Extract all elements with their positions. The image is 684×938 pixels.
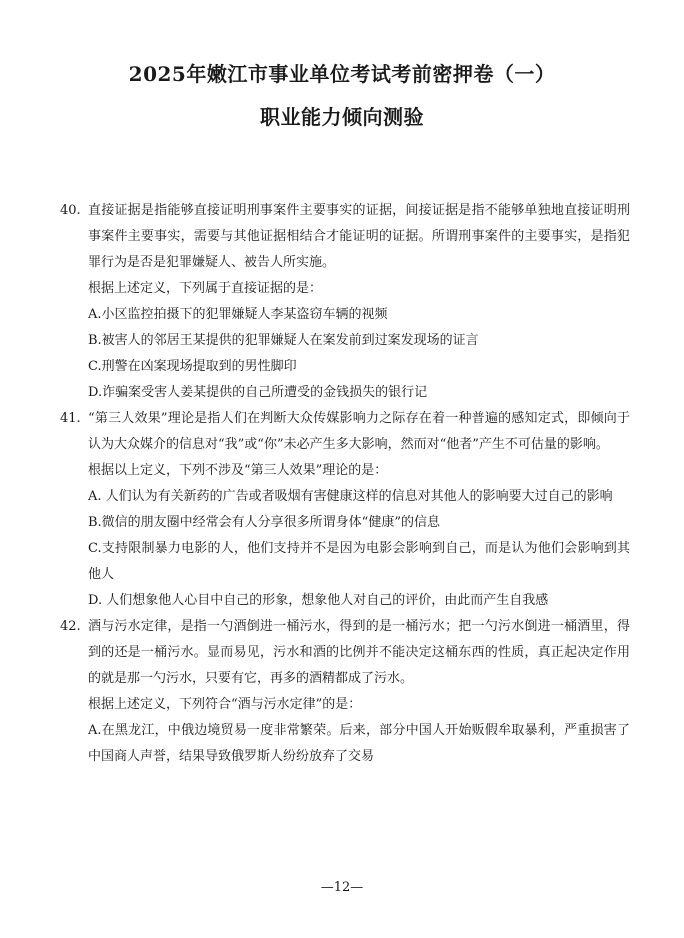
option-c	[60, 536, 630, 588]
page-title: 2025年嫩江市事业单位考试考前密押卷（一）	[128, 62, 556, 86]
option-b	[60, 328, 630, 354]
option-a	[60, 484, 630, 510]
option-d	[60, 380, 630, 406]
question-stem	[60, 406, 630, 458]
option-d	[60, 588, 630, 614]
question-41	[60, 406, 630, 614]
page-number: —12—	[320, 880, 364, 895]
option-text: A.小区监控拍摄下的犯罪嫌疑人李某盗窃车辆的视频	[88, 307, 388, 322]
question-prompt: 根据上述定义，下列属于直接证据的是：	[88, 281, 323, 296]
option-a	[60, 302, 630, 328]
option-text: D. 人们想象他人心目中自己的形象，想象他人对自己的评价，由此而产生自我感	[88, 593, 549, 608]
page-subtitle: 职业能力倾向测验	[260, 105, 424, 129]
option-a	[60, 718, 630, 770]
question-number: 42.	[60, 619, 81, 634]
question-number: 41.	[60, 411, 81, 426]
option-b	[60, 510, 630, 536]
option-text: A.在黑龙江，中俄边境贸易一度非常繁荣。后来，部分中国人开始贩假牟取暴利，严重损害了中国商人声誉，结果导致俄罗斯人纷纷放弃了交易	[88, 723, 630, 764]
option-text: C.刑警在凶案现场提取到的男性脚印	[88, 359, 297, 374]
option-text: C.支持限制暴力电影的人，他们支持并不是因为电影会影响到自己，而是认为他们会影响到其他人	[88, 541, 630, 582]
option-c	[60, 354, 630, 380]
option-text: B.微信的朋友圈中经常会有人分享很多所谓身体“健康”的信息	[88, 515, 440, 530]
question-text: 直接证据是指能够直接证明刑事案件主要事实的证据，间接证据是指不能够单独地直接证明刑事案件主要事实，需要与其他证据相结合才能证明的证据。所谓刑事案件的主要事实，是指犯罪行为是否是犯罪嫌疑人、被告人所实施。	[88, 203, 630, 270]
question-stem	[60, 198, 630, 276]
option-text: A. 人们认为有关新药的广告或者吸烟有害健康这样的信息对其他人的影响要大过自己的影响	[88, 489, 613, 504]
question-text: 酒与污水定律，是指一勺酒倒进一桶污水，得到的是一桶污水；把一勺污水倒进一桶酒里，得到的还是一桶污水。显而易见，污水和酒的比例并不能决定这桶东西的性质，真正起决定作用的就是那一勺污水，只要有它，再多的酒精都成了污水。	[88, 619, 630, 686]
questions-body	[60, 198, 630, 770]
question-40	[60, 198, 630, 406]
question-prompt: 根据以上定义，下列不涉及“第三人效果”理论的是：	[88, 463, 388, 478]
question-prompt: 根据上述定义，下列符合“酒与污水定律”的是：	[88, 697, 362, 712]
option-text: D.诈骗案受害人姜某提供的自己所遭受的金钱损失的银行记	[88, 385, 428, 400]
question-number: 40.	[60, 203, 81, 218]
question-42	[60, 614, 630, 770]
question-text: “第三人效果”理论是指人们在判断大众传媒影响力之际存在着一种普遍的感知定式，即倾向于认为大众媒介的信息对“我”或“你”未必产生多大影响，然而对“他者”产生不可估量的影响。	[88, 411, 630, 452]
option-text: B.被害人的邻居王某提供的犯罪嫌疑人在案发前到过案发现场的证言	[88, 333, 479, 348]
question-stem	[60, 614, 630, 692]
